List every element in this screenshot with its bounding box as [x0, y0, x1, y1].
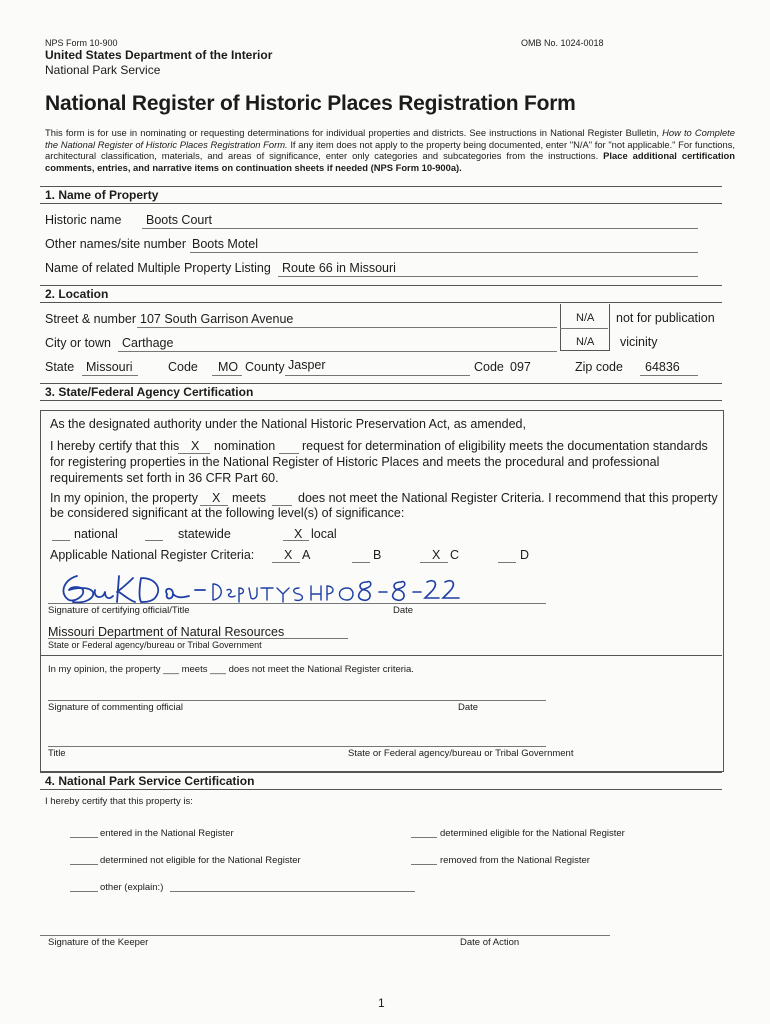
divider: [40, 772, 722, 773]
check-line: [145, 540, 163, 541]
agency-value[interactable]: Missouri Department of Natural Resources: [48, 625, 285, 639]
crit-c: C: [450, 548, 460, 562]
comment-date-label: Date: [458, 702, 479, 713]
nfp-value[interactable]: N/A: [576, 312, 595, 324]
divider: [40, 186, 722, 187]
cert-p5c: does not meet the National Register Criteria. I recommend that this property: [298, 491, 718, 505]
agency: National Park Service: [45, 63, 161, 77]
signature-line: [48, 603, 546, 604]
cert-p3: for registering properties in the National Register of Historic Places and meets the procedural and professional: [50, 455, 660, 469]
intro-text: This form is for use in nominating or requesting determinations for individual properties and districts. See instructions in National Register Bulletin, How to Complete the National Register of Historic Places Registration Form. If any item does not apply to the property being documented, enter "N/A" for "not applicable." For functions, architectural classification, materials, and areas of significance, enter only categories and subcategories from the instructions. Place additional certification comments, entries, and narrative items on continuation sheets if needed (NPS Form 10-900a).: [45, 127, 736, 173]
check-line: [70, 891, 98, 892]
level-statewide: statewide: [178, 527, 231, 541]
page-number: 1: [378, 996, 385, 1010]
other-names-label: Other names/site number: [45, 237, 187, 251]
county-value[interactable]: Jasper: [288, 358, 326, 372]
crit-a-mark[interactable]: X: [284, 548, 293, 562]
county-code-label: Code: [474, 360, 504, 374]
keeper-label: Signature of the Keeper: [48, 937, 149, 948]
divider: [40, 285, 722, 286]
comment-sig-label: Signature of commenting official: [48, 702, 184, 713]
agency-label-2: State or Federal agency/bureau or Tribal Government: [348, 748, 574, 759]
agency-label: State or Federal agency/bureau or Tribal Government: [48, 640, 262, 650]
action-date-label: Date of Action: [460, 937, 520, 948]
state-label: State: [45, 360, 75, 374]
vicinity-label: vicinity: [620, 335, 658, 349]
check-line: [70, 837, 98, 838]
field-line: [212, 375, 242, 376]
signature-line: [40, 935, 610, 936]
city-value[interactable]: Carthage: [122, 336, 174, 350]
section3-heading: 3. State/Federal Agency Certification: [45, 385, 254, 399]
street-label: Street & number: [45, 312, 137, 326]
nfp-label: not for publication: [616, 311, 715, 325]
divider: [40, 203, 722, 204]
historic-name-value[interactable]: Boots Court: [146, 213, 213, 227]
code-label: Code: [168, 360, 198, 374]
check-line: [498, 562, 516, 563]
crit-d: D: [520, 548, 530, 562]
field-line: [278, 276, 698, 277]
city-label: City or town: [45, 336, 111, 350]
state-code-value[interactable]: MO: [218, 360, 239, 374]
sig-label: Signature of certifying official/Title: [48, 605, 190, 616]
omb-number: OMB No. 1024-0018: [521, 38, 604, 48]
historic-name-label: Historic name: [45, 213, 122, 227]
criteria-label: Applicable National Register Criteria:: [50, 548, 255, 562]
vicinity-value[interactable]: N/A: [576, 336, 595, 348]
form-number: NPS Form 10-900: [45, 38, 118, 48]
field-line: [170, 891, 415, 892]
opinion2: In my opinion, the property ___ meets ___ does not meet the National Register criteria.: [48, 664, 414, 675]
date-label: Date: [393, 605, 414, 616]
cert-p2a: I hereby certify that this: [50, 439, 180, 453]
mpl-label: Name of related Multiple Property Listing: [45, 261, 271, 275]
check-line: [272, 562, 300, 563]
opt-eligible: determined eligible for the National Register: [440, 828, 625, 839]
signature-ink: [55, 568, 555, 608]
page-title: National Register of Historic Places Registration Form: [45, 92, 576, 115]
divider: [40, 302, 722, 303]
check-line: [70, 864, 98, 865]
level-national: national: [74, 527, 118, 541]
opt-entered: entered in the National Register: [100, 828, 234, 839]
nps-certify: I hereby certify that this property is:: [45, 796, 193, 807]
nomination-mark[interactable]: X: [191, 439, 200, 453]
crit-b: B: [373, 548, 382, 562]
check-line: [411, 864, 437, 865]
check-line: [178, 453, 210, 454]
street-value[interactable]: 107 South Garrison Avenue: [140, 312, 294, 326]
cert-p2b: nomination: [214, 439, 276, 453]
opt-other: other (explain:): [100, 882, 164, 893]
field-line: [285, 375, 470, 376]
section4-heading: 4. National Park Service Certification: [45, 774, 255, 788]
check-line: [352, 562, 370, 563]
cert-p1: As the designated authority under the National Historic Preservation Act, as amended,: [50, 417, 526, 431]
section1-heading: 1. Name of Property: [45, 188, 159, 202]
cert-p2c: request for determination of eligibility meets the documentation standards: [302, 439, 708, 453]
other-names-value[interactable]: Boots Motel: [192, 237, 259, 251]
county-label: County: [245, 360, 285, 374]
crit-a: A: [302, 548, 311, 562]
divider: [40, 383, 722, 384]
field-line: [82, 375, 138, 376]
signature-line: [48, 746, 546, 747]
crit-c-mark[interactable]: X: [432, 548, 441, 562]
zip-value[interactable]: 64836: [645, 360, 680, 374]
na-box-divider: [560, 328, 608, 329]
cert-p6: be considered significant at the following level(s) of significance:: [50, 506, 405, 520]
opt-not-eligible: determined not eligible for the National Register: [100, 855, 301, 866]
meets-mark[interactable]: X: [212, 491, 221, 505]
check-line: [52, 540, 70, 541]
field-line: [137, 327, 557, 328]
signature-line: [48, 700, 546, 701]
title-label: Title: [48, 748, 66, 759]
check-line: [420, 562, 448, 563]
divider: [40, 400, 722, 401]
cert-p5a: In my opinion, the property: [50, 491, 198, 505]
cert-p4: requirements set forth in 36 CFR Part 60.: [50, 471, 279, 485]
department: United States Department of the Interior: [45, 48, 273, 62]
level-local-mark[interactable]: X: [294, 527, 303, 541]
check-line: [279, 453, 299, 454]
mpl-value[interactable]: Route 66 in Missouri: [282, 261, 396, 275]
field-line: [142, 228, 698, 229]
field-line: [48, 638, 348, 639]
section2-heading: 2. Location: [45, 287, 109, 301]
divider: [40, 655, 722, 656]
county-code-value[interactable]: 097: [510, 360, 531, 374]
field-line: [640, 375, 698, 376]
opt-removed: removed from the National Register: [440, 855, 590, 866]
check-line: [411, 837, 437, 838]
field-line: [118, 351, 557, 352]
state-value[interactable]: Missouri: [86, 360, 133, 374]
level-local: local: [311, 527, 337, 541]
check-line: [283, 540, 309, 541]
zip-label: Zip code: [575, 360, 623, 374]
divider: [40, 789, 722, 790]
cert-p5b: meets: [232, 491, 267, 505]
field-line: [190, 252, 698, 253]
